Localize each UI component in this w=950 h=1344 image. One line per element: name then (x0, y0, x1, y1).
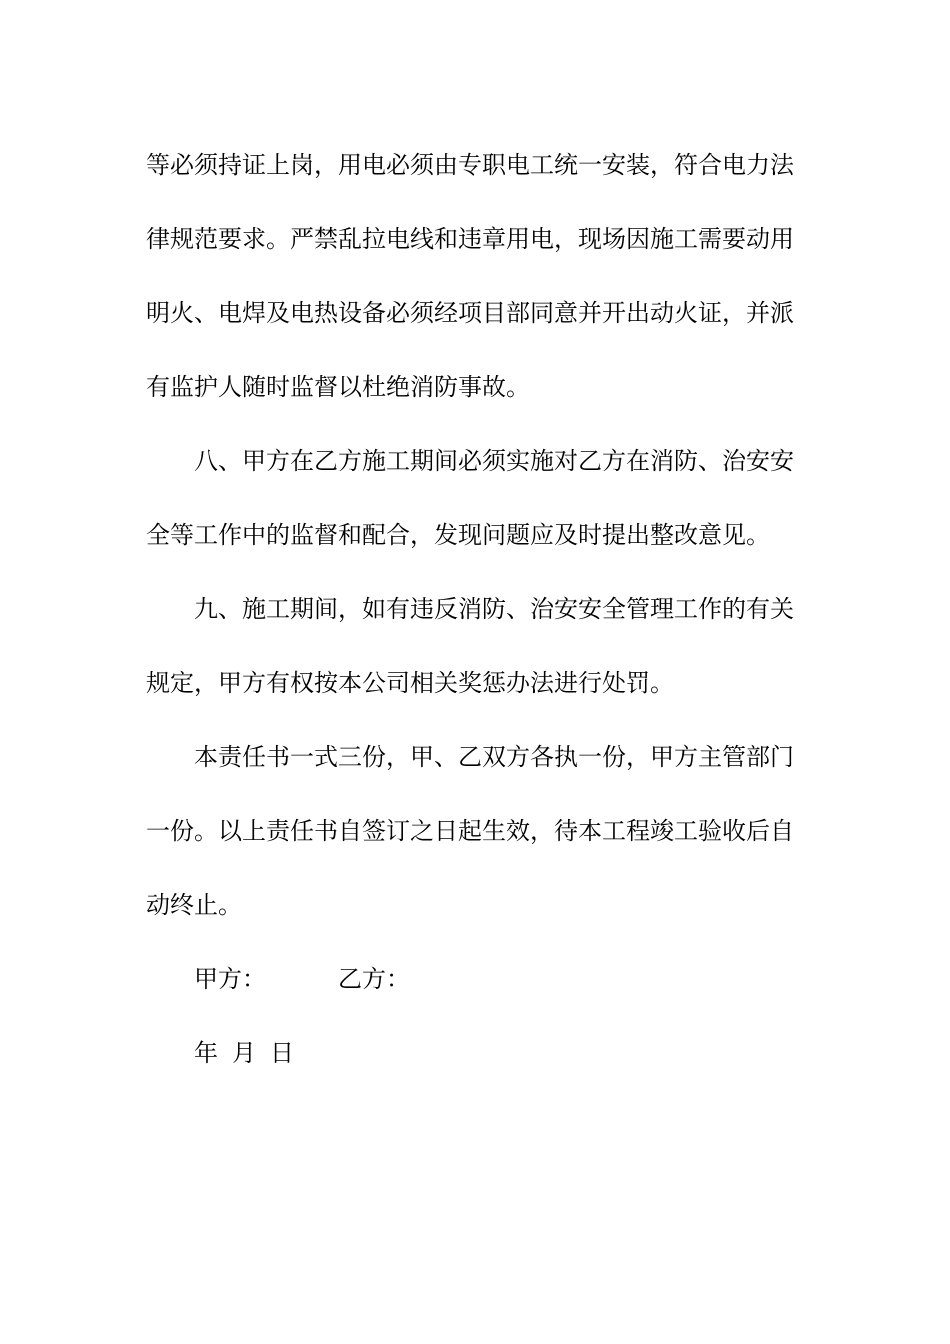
document-body (146, 128, 806, 1090)
date-day-label: 日 (270, 1039, 294, 1067)
paragraph-clause-9: 九、施工期间，如有违反消防、治安安全管理工作的有关规定，甲方有权按本公司相关奖惩办法进行处罚。 (146, 595, 794, 697)
party-a-label: 甲方： (194, 965, 266, 993)
paragraph-copies-validity: 本责任书一式三份，甲、乙双方各执一份，甲方主管部门一份。以上责任书自签订之日起生效，待本工程竣工验收后自动终止。 (146, 743, 794, 919)
paragraph-continuation: 等必须持证上岗，用电必须由专职电工统一安装，符合电力法律规范要求。严禁乱拉电线和违章用电，现场因施工需要动用明火、电焊及电热设备必须经项目部同意并开出动火证，并派有监护人随时监督以杜绝消防事故。 (146, 151, 794, 401)
date-month-label: 月 (232, 1039, 256, 1067)
date-year-label: 年 (194, 1039, 218, 1067)
paragraph-clause-8: 八、甲方在乙方施工期间必须实施对乙方在消防、治安安全等工作中的监督和配合，发现问题应及时提出整改意见。 (146, 447, 794, 549)
signature-row (146, 942, 806, 1016)
party-b-label: 乙方： (338, 965, 410, 993)
date-row (146, 1016, 806, 1090)
